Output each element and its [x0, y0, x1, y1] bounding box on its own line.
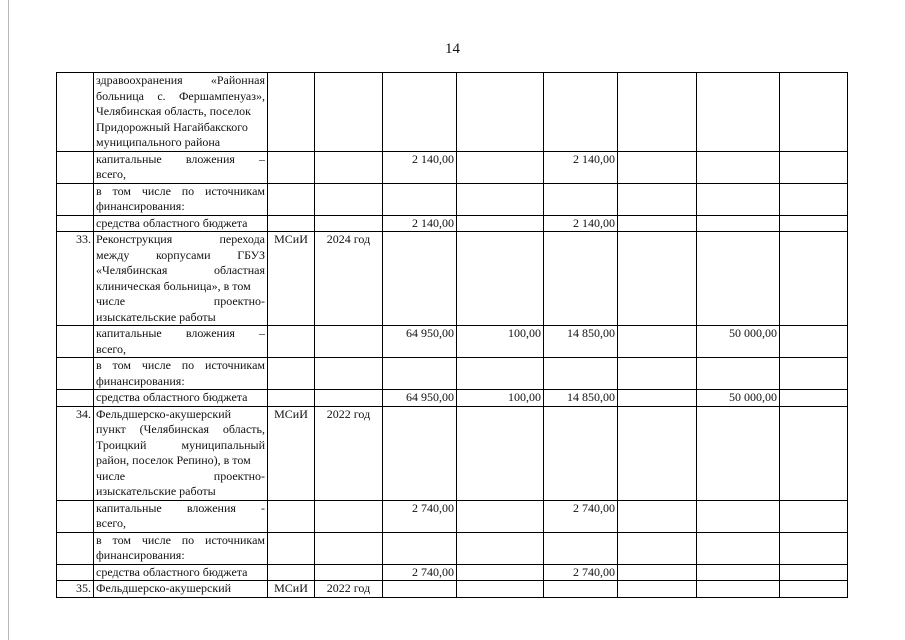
amount-cell: [780, 151, 848, 183]
amount-cell: [697, 151, 780, 183]
row-year: 2024 год: [315, 232, 383, 326]
amount-cell: [618, 73, 697, 152]
description-line: капитальные вложения –: [96, 326, 265, 340]
description-line: капитальные вложения -: [96, 500, 265, 515]
row-number: [57, 73, 94, 152]
amount-cell: [697, 232, 780, 326]
table-row: [57, 564, 848, 581]
amount-cell: [618, 390, 697, 407]
description-line: «Челябинская областная: [96, 263, 265, 277]
amount-cell: 2 140,00: [544, 151, 618, 183]
table-row: [57, 232, 848, 326]
amount-cell: [457, 564, 544, 581]
amount-cell: [544, 406, 618, 500]
row-number: [57, 532, 94, 564]
row-number: [57, 564, 94, 581]
amount-cell: [457, 358, 544, 390]
row-description: [94, 500, 268, 532]
amount-cell: [697, 215, 780, 232]
description-line: пункт (Челябинская область,: [96, 422, 265, 436]
amount-cell: 2 740,00: [383, 500, 457, 532]
row-description: [94, 406, 268, 500]
row-type: [268, 73, 315, 152]
table-row: [57, 151, 848, 183]
amount-cell: [544, 532, 618, 564]
amount-cell: [618, 564, 697, 581]
row-year: [315, 215, 383, 232]
amount-cell: [780, 73, 848, 152]
table-row: [57, 406, 848, 500]
amount-cell: [780, 215, 848, 232]
row-description: [94, 183, 268, 215]
table-row: [57, 326, 848, 358]
description-line: всего,: [96, 341, 127, 356]
amount-cell: [383, 532, 457, 564]
amount-cell: [697, 358, 780, 390]
amount-cell: [697, 581, 780, 598]
description-line: средства областного бюджета: [96, 564, 248, 579]
amount-cell: 2 740,00: [544, 500, 618, 532]
table-row: [57, 581, 848, 598]
amount-cell: [618, 183, 697, 215]
description-line: капитальные вложения –: [96, 151, 265, 166]
amount-cell: [618, 532, 697, 564]
description-line: район, поселок Репино), в том: [96, 453, 251, 467]
amount-cell: [618, 581, 697, 598]
amount-cell: [618, 406, 697, 500]
amount-cell: [457, 581, 544, 598]
table-row: [57, 73, 848, 152]
table-row: [57, 183, 848, 215]
amount-cell: [383, 358, 457, 390]
amount-cell: [780, 232, 848, 326]
description-line: всего,: [96, 516, 127, 530]
row-year: [315, 564, 383, 581]
row-number: [57, 326, 94, 358]
row-description: [94, 326, 268, 358]
description-line: всего,: [96, 167, 127, 181]
table-row: [57, 500, 848, 532]
row-type: [268, 564, 315, 581]
amount-cell: [457, 500, 544, 532]
description-line: Реконструкция перехода: [96, 232, 265, 246]
row-number: 35.: [57, 581, 94, 598]
row-year: [315, 183, 383, 215]
amount-cell: [457, 232, 544, 326]
row-year: [315, 326, 383, 358]
table-body: [57, 73, 848, 598]
row-description: [94, 532, 268, 564]
row-number: 34.: [57, 406, 94, 500]
amount-cell: [618, 151, 697, 183]
amount-cell: [457, 183, 544, 215]
row-type: [268, 500, 315, 532]
description-line: Троицкий муниципальный: [96, 437, 265, 452]
amount-cell: 2 740,00: [383, 564, 457, 581]
table-row: [57, 390, 848, 407]
amount-cell: [457, 151, 544, 183]
amount-cell: 2 140,00: [383, 151, 457, 183]
row-type: МСиИ: [268, 406, 315, 500]
row-type: [268, 532, 315, 564]
amount-cell: [618, 500, 697, 532]
description-line: числе проектно-: [96, 468, 265, 483]
description-line: клиническая больница», в том: [96, 278, 251, 293]
amount-cell: [618, 215, 697, 232]
row-number: [57, 215, 94, 232]
row-year: [315, 151, 383, 183]
amount-cell: [457, 406, 544, 500]
description-line: Фельдшерско-акушерский: [96, 406, 232, 421]
row-year: 2022 год: [315, 406, 383, 500]
description-line: средства областного бюджета: [96, 390, 248, 404]
row-type: МСиИ: [268, 581, 315, 598]
row-description: [94, 390, 268, 407]
amount-cell: [544, 183, 618, 215]
description-line: изыскательские работы: [96, 309, 216, 324]
amount-cell: [618, 358, 697, 390]
description-line: средства областного бюджета: [96, 215, 248, 230]
amount-cell: [618, 232, 697, 326]
row-description: [94, 73, 268, 152]
description-line: финансирования:: [96, 373, 185, 388]
amount-cell: 100,00: [457, 390, 544, 407]
description-line: в том числе по источникам: [96, 358, 265, 372]
row-number: [57, 358, 94, 390]
amount-cell: [544, 73, 618, 152]
description-line: здравоохранения «Районная: [96, 73, 265, 87]
amount-cell: [457, 215, 544, 232]
row-year: [315, 500, 383, 532]
amount-cell: [780, 406, 848, 500]
amount-cell: 100,00: [457, 326, 544, 358]
amount-cell: [618, 326, 697, 358]
amount-cell: 50 000,00: [697, 326, 780, 358]
description-line: в том числе по источникам: [96, 532, 265, 547]
amount-cell: 64 950,00: [383, 326, 457, 358]
amount-cell: [383, 73, 457, 152]
row-number: [57, 183, 94, 215]
description-line: изыскательские работы: [96, 484, 216, 498]
amount-cell: [780, 183, 848, 215]
row-number: [57, 390, 94, 407]
amount-cell: [697, 532, 780, 564]
row-description: [94, 564, 268, 581]
amount-cell: [383, 232, 457, 326]
page-left-edge: [8, 0, 9, 640]
description-line: между корпусами ГБУЗ: [96, 247, 265, 262]
amount-cell: 14 850,00: [544, 390, 618, 407]
description-line: Фельдшерско-акушерский: [96, 581, 232, 595]
table-row: [57, 358, 848, 390]
row-type: [268, 326, 315, 358]
amount-cell: [697, 183, 780, 215]
amount-cell: 14 850,00: [544, 326, 618, 358]
amount-cell: [697, 564, 780, 581]
row-description: [94, 358, 268, 390]
amount-cell: [780, 532, 848, 564]
amount-cell: 50 000,00: [697, 390, 780, 407]
description-line: Придорожный Нагайбакского: [96, 119, 248, 134]
amount-cell: 64 950,00: [383, 390, 457, 407]
table-row: [57, 532, 848, 564]
row-type: [268, 183, 315, 215]
amount-cell: [544, 581, 618, 598]
amount-cell: 2 140,00: [383, 215, 457, 232]
amount-cell: [780, 390, 848, 407]
amount-cell: 2 140,00: [544, 215, 618, 232]
investment-table: [56, 72, 848, 598]
amount-cell: [780, 358, 848, 390]
amount-cell: 2 740,00: [544, 564, 618, 581]
row-year: 2022 год: [315, 581, 383, 598]
row-year: [315, 358, 383, 390]
description-line: в том числе по источникам: [96, 183, 265, 198]
row-year: [315, 390, 383, 407]
amount-cell: [697, 73, 780, 152]
description-line: Челябинская область, поселок: [96, 104, 251, 118]
description-line: больница с. Фершампенуаз»,: [96, 88, 265, 103]
amount-cell: [383, 581, 457, 598]
row-number: [57, 500, 94, 532]
amount-cell: [780, 326, 848, 358]
row-type: [268, 151, 315, 183]
amount-cell: [457, 73, 544, 152]
description-line: финансирования:: [96, 199, 185, 213]
amount-cell: [383, 406, 457, 500]
description-line: числе проектно-: [96, 294, 265, 308]
row-description: [94, 215, 268, 232]
row-description: [94, 581, 268, 598]
amount-cell: [544, 232, 618, 326]
amount-cell: [697, 500, 780, 532]
row-description: [94, 232, 268, 326]
description-line: финансирования:: [96, 548, 185, 562]
row-description: [94, 151, 268, 183]
row-type: [268, 215, 315, 232]
table-row: [57, 215, 848, 232]
row-type: МСиИ: [268, 232, 315, 326]
row-year: [315, 73, 383, 152]
amount-cell: [383, 183, 457, 215]
amount-cell: [780, 500, 848, 532]
row-type: [268, 358, 315, 390]
amount-cell: [544, 358, 618, 390]
page-number: 14: [445, 41, 460, 57]
row-number: [57, 151, 94, 183]
description-line: муниципального района: [96, 135, 221, 149]
row-type: [268, 390, 315, 407]
amount-cell: [697, 406, 780, 500]
row-number: 33.: [57, 232, 94, 326]
amount-cell: [780, 581, 848, 598]
row-year: [315, 532, 383, 564]
amount-cell: [457, 532, 544, 564]
amount-cell: [780, 564, 848, 581]
